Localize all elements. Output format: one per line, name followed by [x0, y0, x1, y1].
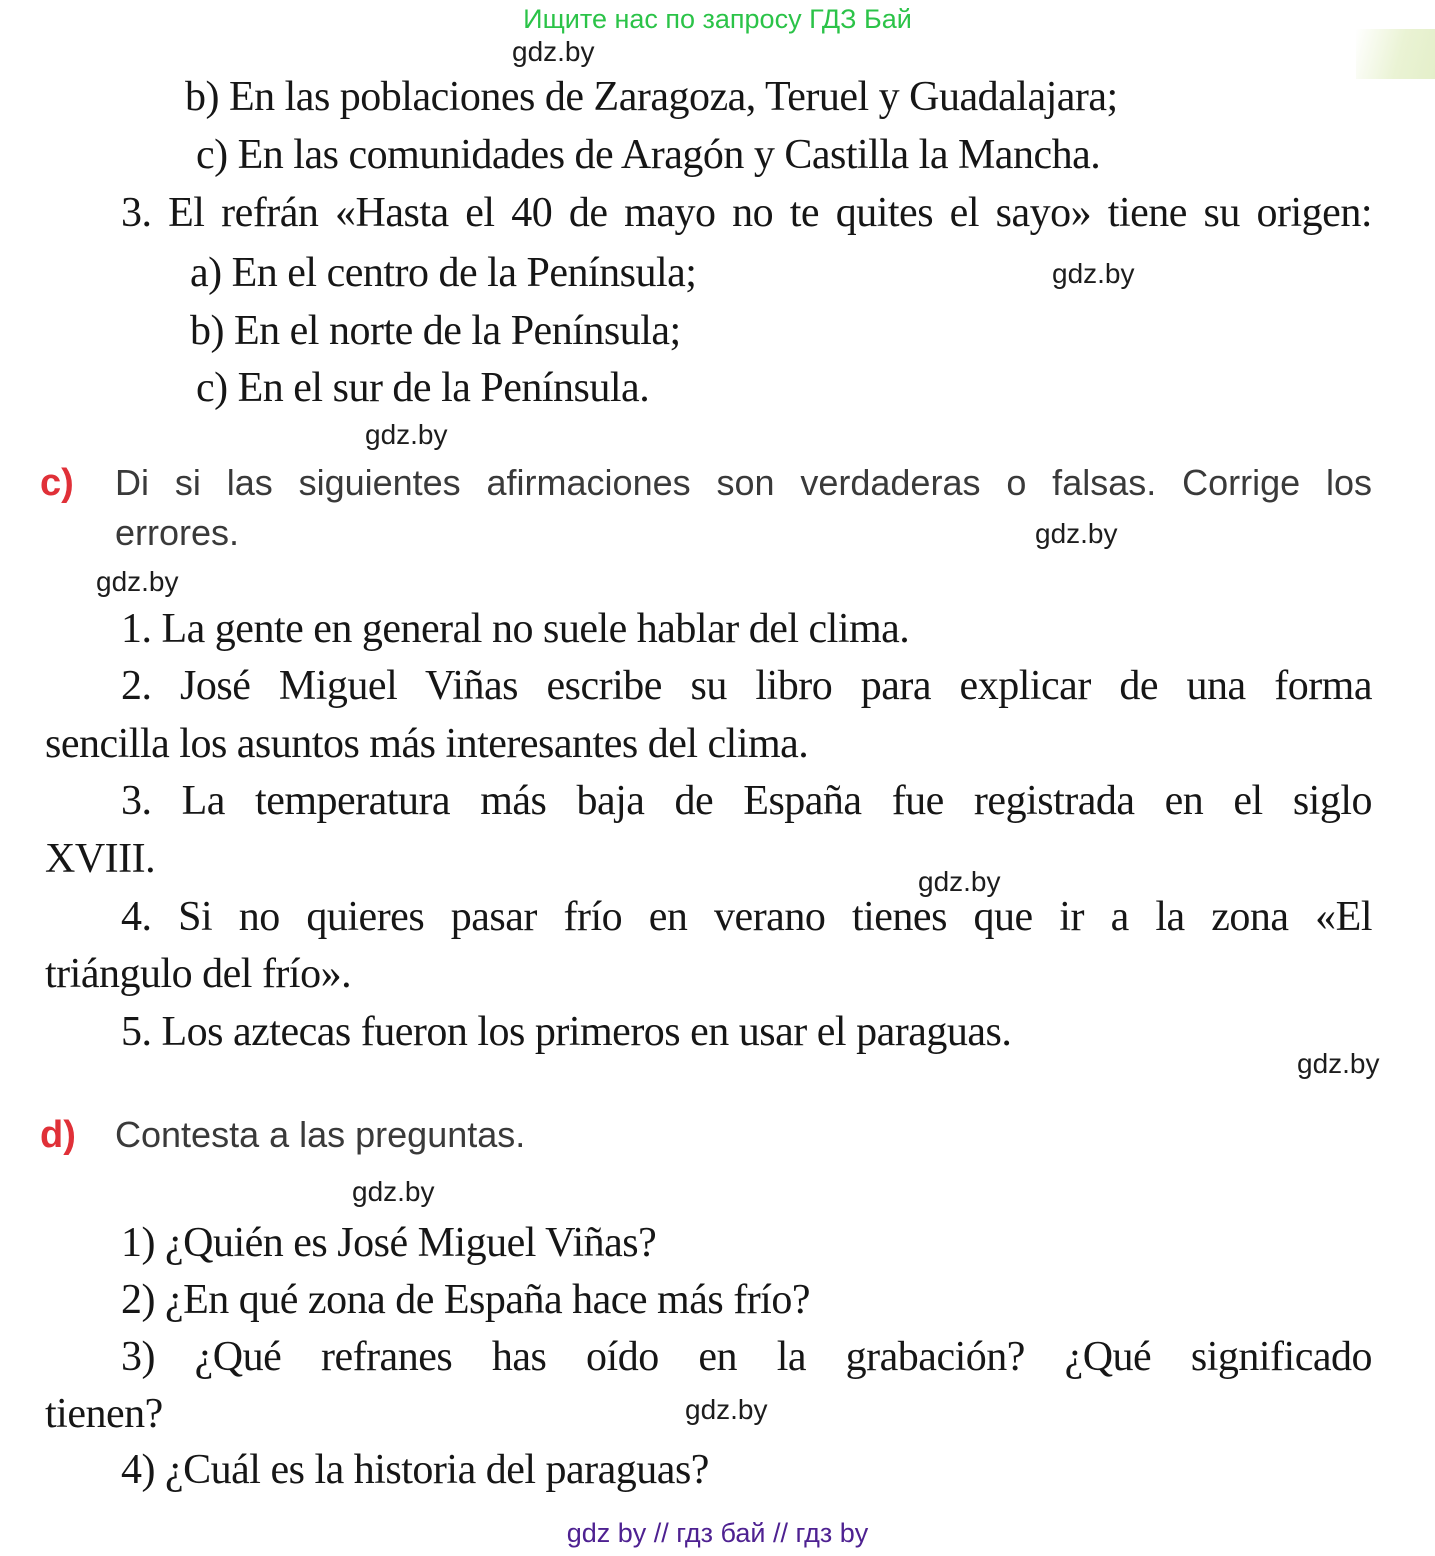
promo-banner-text: Ищите нас по запросу ГДЗ Бай — [523, 4, 912, 34]
task-d-instruction: Contesta a las preguntas. — [115, 1114, 526, 1155]
statement-5: 5. Los aztecas fueron los primeros en usar el paraguas. — [121, 1009, 1012, 1055]
question-2: 2) ¿En qué zona de España hace más frío? — [121, 1277, 810, 1323]
option-line-b: b) En las poblaciones de Zaragoza, Teruel y Guadalajara; — [185, 74, 1118, 120]
statement-4-line1: 4. Si no quieres pasar frío en verano tienes que ir a la zona «El — [121, 894, 1372, 940]
gdz-watermark: gdz.by — [1035, 518, 1118, 549]
task-c-instruction-line2: errores. — [115, 512, 240, 553]
task-d-marker: d) — [40, 1114, 76, 1156]
statement-3-line2: XVIII. — [45, 836, 156, 882]
question-1: 1) ¿Quién es José Miguel Viñas? — [121, 1220, 657, 1266]
footer-site-tags: gdz by // гдз бай // гдз by — [566, 1518, 869, 1548]
question-4: 4) ¿Cuál es la historia del paraguas? — [121, 1447, 709, 1493]
gdz-watermark: gdz.by — [918, 866, 1001, 897]
statement-2-line1: 2. José Miguel Viñas escribe su libro para explicar de una forma — [121, 663, 1372, 709]
question-3-line2: tienen? — [45, 1391, 163, 1437]
gdz-watermark: gdz.by — [512, 36, 595, 67]
statement-1: 1. La gente en general no suele hablar del clima. — [121, 606, 910, 652]
item3-option-c: c) En el sur de la Península. — [196, 365, 650, 411]
task-c-marker: c) — [40, 462, 74, 504]
gdz-watermark: gdz.by — [1052, 258, 1135, 289]
gdz-watermark: gdz.by — [352, 1176, 435, 1207]
item3-stem: 3. El refrán «Hasta el 40 de mayo no te quites el sayo» tiene su origen: — [121, 190, 1372, 236]
item3-option-a: a) En el centro de la Península; — [190, 250, 697, 296]
statement-4-line2: triángulo del frío». — [45, 951, 352, 997]
task-c-instruction-line1: Di si las siguientes afirmaciones son verdaderas o falsas. Corrige los — [115, 463, 1372, 503]
item3-option-b: b) En el norte de la Península; — [190, 308, 681, 354]
statement-2-line2: sencilla los asuntos más interesantes del clima. — [45, 721, 809, 767]
option-line-c: c) En las comunidades de Aragón y Castilla la Mancha. — [196, 132, 1101, 178]
gdz-watermark: gdz.by — [365, 419, 448, 450]
page-corner-highlight — [1356, 29, 1435, 79]
gdz-watermark: gdz.by — [1297, 1048, 1380, 1079]
statement-3-line1: 3. La temperatura más baja de España fue registrada en el siglo — [121, 778, 1372, 824]
gdz-watermark: gdz.by — [96, 566, 179, 597]
gdz-watermark: gdz.by — [685, 1394, 768, 1425]
question-3-line1: 3) ¿Qué refranes has oído en la grabación? ¿Qué significado — [121, 1334, 1372, 1380]
